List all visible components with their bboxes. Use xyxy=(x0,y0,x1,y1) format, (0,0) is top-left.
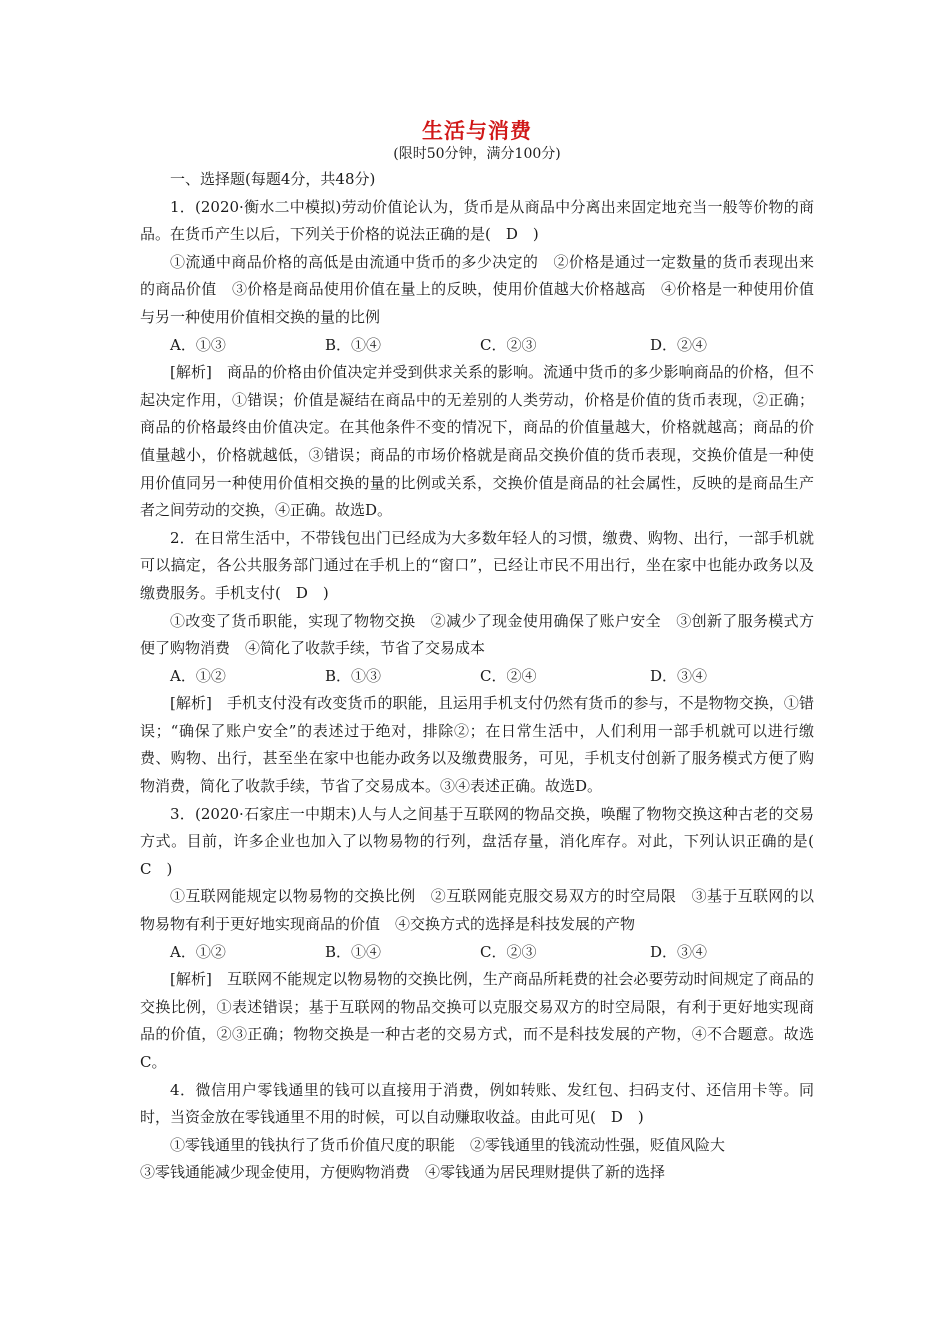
question-statements: ①流通中商品价格的高低是由流通中货币的多少决定的 ②价格是通过一定数量的货币表现出来的商品价值 ③价格是商品使用价值在量上的反映，使用价值越大价格越高 ④价格是一种使用价值与另一种使用价值相交换的量的比例 xyxy=(140,252,814,326)
question-analysis: [解析] 手机支付没有改变货币的职能，且运用手机支付仍然有货币的参与，不是物物交换，①错误；“确保了账户安全”的表述过于绝对，排除②；在日常生活中，人们利用一部手机就可以进行缴费、购物、出行，甚至坐在家中也能办政务以及缴费服务，可见，手机支付创新了服务模式方便了购物消费，简化了收款手续，节省了交易成本。③④表述正确。故选D。 xyxy=(140,694,814,796)
question-statements: ①改变了货币职能，实现了物物交换 ②减少了现金使用确保了账户安全 ③创新了服务模式方便了购物消费 ④简化了收款手续，节省了交易成本 xyxy=(140,611,814,658)
question-3 xyxy=(140,801,830,1077)
option-c: C．②③ xyxy=(480,942,537,961)
option-row xyxy=(140,332,814,360)
question-4 xyxy=(140,1077,814,1187)
question-stem: 3．(2020·石家庄一中期末)人与人之间基于互联网的物品交换，唤醒了物物交换这种古老的交易方式。目前，许多企业也加入了以物易物的行列，盘活存量，消化库存。对此，下列认识正确的是( C ) xyxy=(140,804,830,878)
document-content xyxy=(140,118,830,1187)
option-d: D．②④ xyxy=(650,335,708,354)
question-1 xyxy=(140,194,814,525)
question-analysis: [解析] 互联网不能规定以物易物的交换比例，生产商品所耗费的社会必要劳动时间规定了商品的交换比例，①表述错误；基于互联网的物品交换可以克服交易双方的时空局限，有利于更好地实现商品的价值，②③正确；物物交换是一种古老的交易方式，而不是科技发展的产物，④不合题意。故选C。 xyxy=(140,970,814,1071)
question-stem: 4．微信用户零钱通里的钱可以直接用于消费，例如转账、发红包、扫码支付、还信用卡等。同时，当资金放在零钱通里不用的时候，可以自动赚取收益。由此可见( D ) xyxy=(140,1080,814,1127)
question-statements: ①互联网能规定以物易物的交换比例 ②互联网能克服交易双方的时空局限 ③基于互联网的以物易物有利于更好地实现商品的价值 ④交换方式的选择是科技发展的产物 xyxy=(140,887,814,934)
question-analysis: [解析] 商品的价格由价值决定并受到供求关系的影响。流通中货币的多少影响商品的价格，但不起决定作用，①错误；价值是凝结在商品中的无差别的人类劳动，价格是价值的货币表现，②正确；商品的价格最终由价值决定。在其他条件不变的情况下，商品的价值量越大，价格就越高；商品的价值量越小，价格就越低，③错误；商品的市场价格就是商品交换价值的货币表现，交换价值是一种使用价值同另一种使用价值相交换的量的比例或关系，交换价值是商品的社会属性，反映的是商品生产者之间劳动的交换，④正确。故选D。 xyxy=(140,363,814,520)
option-d: D．③④ xyxy=(650,942,708,961)
question-stem: 2．在日常生活中，不带钱包出门已经成为大多数年轻人的习惯，缴费、购物、出行，一部手机就可以搞定，各公共服务部门通过在手机上的“窗口”，已经让市民不用出行，坐在家中也能办政务以及缴费服务。手机支付( D ) xyxy=(140,528,814,602)
option-row xyxy=(140,663,814,691)
question-statements-line: ①零钱通里的钱执行了货币价值尺度的职能 ②零钱通里的钱流动性强，贬值风险大 xyxy=(170,1135,726,1154)
page-subtitle: (限时50分钟，满分100分) xyxy=(393,146,561,162)
page-title: 生活与消费 xyxy=(422,118,532,143)
option-row xyxy=(140,939,814,967)
option-a: A．①② xyxy=(170,942,226,961)
option-a: A．①③ xyxy=(170,335,226,354)
option-a: A．①② xyxy=(170,666,226,685)
question-stem: 1．(2020·衡水二中模拟)劳动价值论认为，货币是从商品中分离出来固定地充当一般等价物的商品。在货币产生以后，下列关于价格的说法正确的是( D ) xyxy=(140,197,814,244)
option-b: B．①④ xyxy=(325,335,382,354)
question-2 xyxy=(140,525,814,801)
option-d: D．③④ xyxy=(650,666,708,685)
question-statements-line: ③零钱通能减少现金使用，方便购物消费 ④零钱通为居民理财提供了新的选择 xyxy=(140,1163,666,1182)
option-c: C．②③ xyxy=(480,335,537,354)
option-c: C．②④ xyxy=(480,666,537,685)
option-b: B．①④ xyxy=(325,942,382,961)
section-heading: 一、选择题(每题4分，共48分) xyxy=(170,170,376,188)
option-b: B．①③ xyxy=(325,666,382,685)
